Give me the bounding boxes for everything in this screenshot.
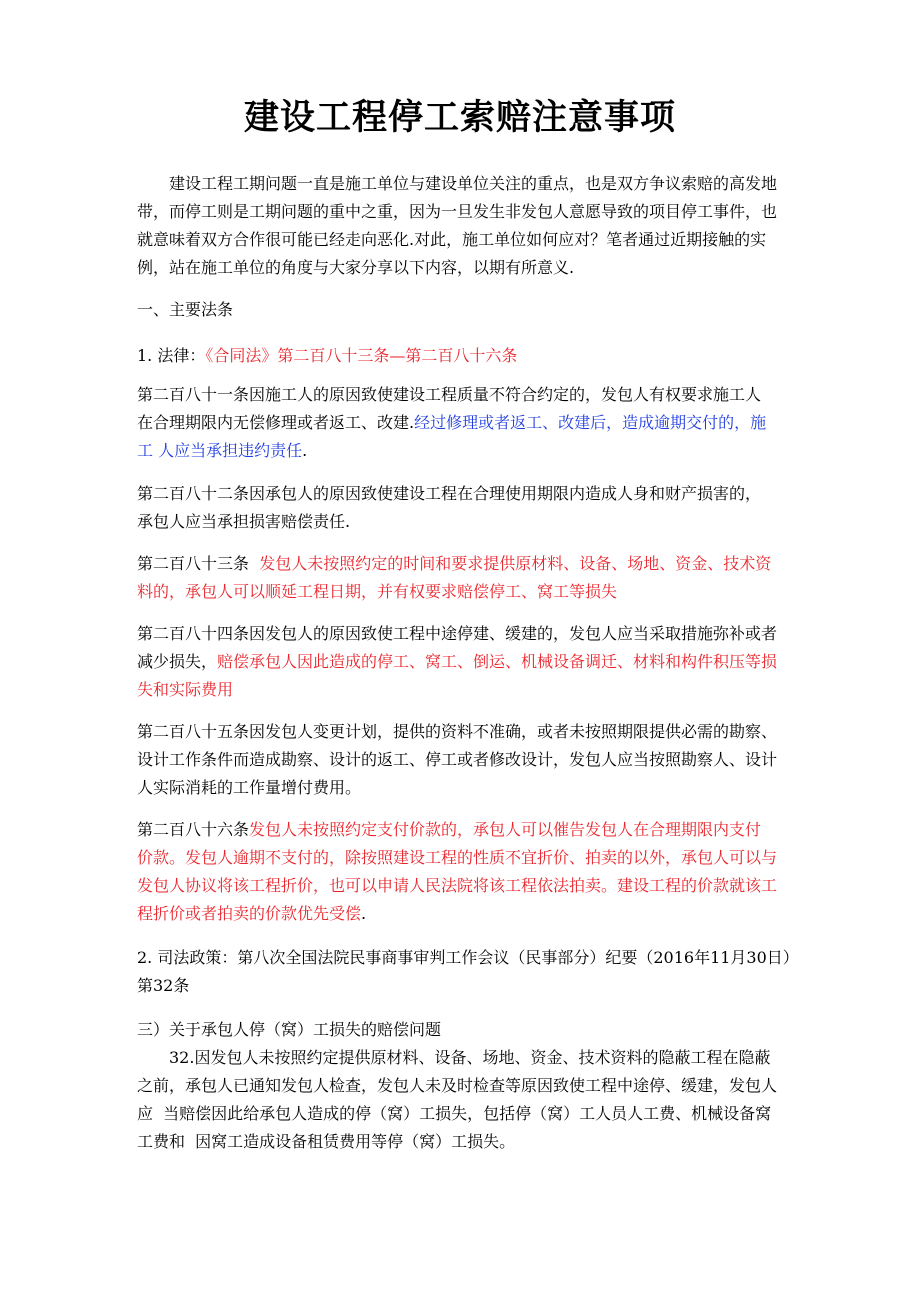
judicial-policy [137,944,799,1000]
article-line: 第二百八十五条因发包人变更计划，提供的资料不准确，或者未按照期限提供必需的勘察、 [137,722,778,741]
article-text: 减少损失， [137,652,218,671]
article-highlight: 程折价或者拍卖的价款优先受偿 [137,904,362,923]
article-highlight: 经过修理或者返工、改建后，造成逾期交付的，施 [414,413,767,432]
judicial-line: 2. 司法政策：第八次全国法院民事商事审判工作会议（民事部分）纪要（2016年11月30日） [137,948,799,967]
intro-line: 例，站在施工单位的角度与大家分享以下内容，以期有所意义. [137,258,575,277]
article-285 [137,718,792,802]
law-reference [137,342,792,370]
article-highlight: 失和实际费用 [137,680,234,699]
article-line: 第二百八十一条因施工人的原因致使建设工程质量不符合约定的，发包人有权要求施工人 [137,385,762,404]
article-284 [137,620,792,704]
article-line: 第二百八十二条因承包人的原因致使建设工程在合理使用期限内造成人身和财产损害的， [137,484,762,503]
article-text: . [302,441,308,460]
law-ref: 《合同法》第二百八十三条—第二百八十六条 [205,346,518,365]
article-text: 在合理期限内无偿修理或者返工、改建. [137,413,415,432]
article-line: 人实际消耗的工作量增付费用。 [137,778,362,797]
section-line: 之前，承包人已通知发包人检查，发包人未及时检查等原因致使工程中途停、缓建，发包人 [137,1076,778,1095]
section-heading [137,296,792,324]
section-line: 工费和 因窝工造成设备租赁费用等停（窝）工损失。 [137,1132,516,1151]
intro-line: 就意味着双方合作很可能已经走向恶化.对此，施工单位如何应对？笔者通过近期接触的实 [137,230,767,249]
page-title: 建设工程停工索赔注意事项 [243,98,676,138]
article-highlight: 工 人应当承担违约责任 [137,441,303,460]
article-highlight: 价款。发包人逾期不支付的，除按照建设工程的性质不宜折价、拍卖的以外，承包人可以与 [137,848,778,867]
article-prefix: 第二百八十三条 [137,554,260,573]
section-heading-text: 一、主要法条 [137,300,234,319]
judicial-line: 第32条 [137,976,190,995]
article-highlight: 赔偿承包人因此造成的停工、窝工、倒运、机械设备调迁、材料和构件积压等损 [217,652,778,671]
article-line: 第二百八十四条因发包人的原因致使工程中途停建、缓建的，发包人应当采取措施弥补或者 [137,624,778,643]
section-heading-text: 三）关于承包人停（窝）工损失的赔偿问题 [137,1020,442,1039]
article-prefix: 第二百八十六条 [137,820,250,839]
section-line: 32.因发包人未按照约定提供原材料、设备、场地、资金、技术资料的隐蔽工程在隐蔽 [169,1048,771,1067]
section-3 [137,1016,792,1156]
intro-line: 建设工程工期问题一直是施工单位与建设单位关注的重点，也是双方争议索赔的高发地 [169,174,778,193]
article-286 [137,816,792,928]
article-highlight: 发包人未按照约定的时间和要求提供原材料、设备、场地、资金、技术资 [259,554,772,573]
article-line: 承包人应当承担损害赔偿责任. [137,512,351,531]
intro-paragraph [137,170,792,282]
article-line: 设计工作条件而造成勘察、设计的返工、停工或者修改设计，发包人应当按照勘察人、设计 [137,750,778,769]
article-highlight: 发包人未按照约定支付价款的，承包人可以催告发包人在合理期限内支付 [249,820,762,839]
article-highlight: 料的，承包人可以顺延工程日期，并有权要求赔偿停工、窝工等损失 [137,582,618,601]
section-line: 应 当赔偿因此给承包人造成的停（窝）工损失，包括停（窝）工人员人工费、机械设备窝 [137,1104,772,1123]
intro-line: 带，而停工则是工期问题的重中之重，因为一旦发生非发包人意愿导致的项目停工事件，也 [137,202,778,221]
article-282 [137,480,792,536]
law-label: 1. 法律： [137,346,206,365]
article-text: . [361,904,367,923]
article-highlight: 发包人协议将该工程折价，也可以申请人民法院将该工程依法拍卖。建设工程的价款就该工 [137,876,778,895]
article-281 [137,381,792,465]
article-283 [137,550,792,606]
